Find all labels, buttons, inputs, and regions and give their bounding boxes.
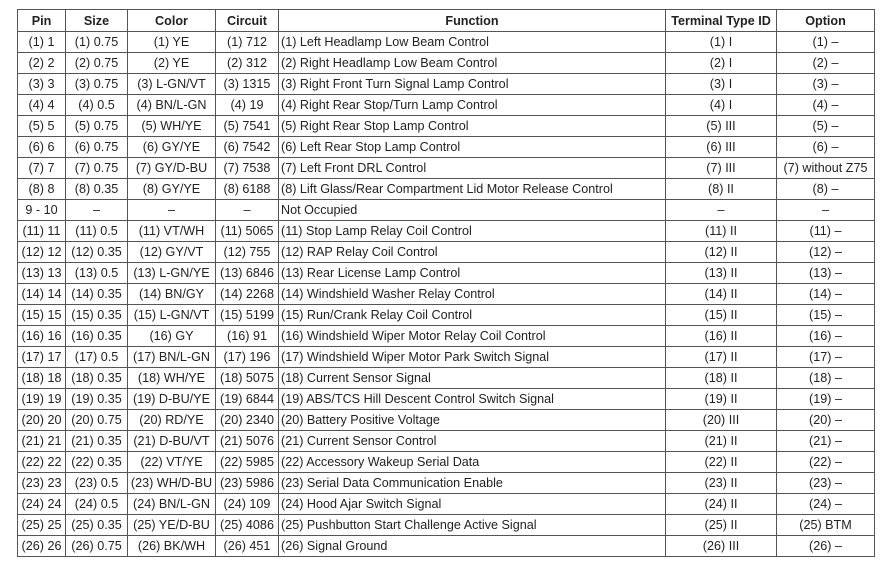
function-cell: (15) Run/Crank Relay Coil Control xyxy=(279,305,666,326)
terminal-type-cell: (21) II xyxy=(666,431,777,452)
circuit-cell: (25) 4086 xyxy=(216,515,279,536)
circuit-cell: (13) 6846 xyxy=(216,263,279,284)
table-body xyxy=(18,32,875,557)
color-cell: (2) YE xyxy=(128,53,216,74)
table-row xyxy=(18,137,875,158)
terminal-type-cell: (7) III xyxy=(666,158,777,179)
function-cell: (13) Rear License Lamp Control xyxy=(279,263,666,284)
color-cell: (3) L-GN/VT xyxy=(128,74,216,95)
function-cell: (7) Left Front DRL Control xyxy=(279,158,666,179)
terminal-type-cell: (20) III xyxy=(666,410,777,431)
option-cell: (8) – xyxy=(777,179,875,200)
pin-cell: (20) 20 xyxy=(18,410,66,431)
pin-cell: (18) 18 xyxy=(18,368,66,389)
pin-cell: (11) 11 xyxy=(18,221,66,242)
terminal-type-cell: (8) II xyxy=(666,179,777,200)
size-cell: (7) 0.75 xyxy=(66,158,128,179)
pin-cell: (25) 25 xyxy=(18,515,66,536)
color-cell: (4) BN/L-GN xyxy=(128,95,216,116)
table-row xyxy=(18,326,875,347)
terminal-type-cell: (5) III xyxy=(666,116,777,137)
option-cell: (25) BTM xyxy=(777,515,875,536)
color-cell: (8) GY/YE xyxy=(128,179,216,200)
option-cell: (11) – xyxy=(777,221,875,242)
size-cell: – xyxy=(66,200,128,221)
size-cell: (16) 0.35 xyxy=(66,326,128,347)
color-cell: (16) GY xyxy=(128,326,216,347)
terminal-type-cell: (18) II xyxy=(666,368,777,389)
function-cell: (12) RAP Relay Coil Control xyxy=(279,242,666,263)
terminal-type-cell: (13) II xyxy=(666,263,777,284)
table-row xyxy=(18,536,875,557)
pin-cell: (21) 21 xyxy=(18,431,66,452)
table-row xyxy=(18,410,875,431)
function-cell: (3) Right Front Turn Signal Lamp Control xyxy=(279,74,666,95)
function-cell: (2) Right Headlamp Low Beam Control xyxy=(279,53,666,74)
circuit-cell: (19) 6844 xyxy=(216,389,279,410)
option-cell: (26) – xyxy=(777,536,875,557)
circuit-cell: (5) 7541 xyxy=(216,116,279,137)
option-cell: (21) – xyxy=(777,431,875,452)
function-cell: Not Occupied xyxy=(279,200,666,221)
size-cell: (23) 0.5 xyxy=(66,473,128,494)
size-cell: (21) 0.35 xyxy=(66,431,128,452)
terminal-type-cell: (24) II xyxy=(666,494,777,515)
option-cell: – xyxy=(777,200,875,221)
terminal-type-cell: (11) II xyxy=(666,221,777,242)
pin-cell: (24) 24 xyxy=(18,494,66,515)
color-cell: (24) BN/L-GN xyxy=(128,494,216,515)
color-cell: (7) GY/D-BU xyxy=(128,158,216,179)
pin-cell: 9 - 10 xyxy=(18,200,66,221)
header-size: Size xyxy=(66,10,128,32)
color-cell: (21) D-BU/VT xyxy=(128,431,216,452)
function-cell: (18) Current Sensor Signal xyxy=(279,368,666,389)
table-row xyxy=(18,74,875,95)
table-row xyxy=(18,116,875,137)
terminal-type-cell: (17) II xyxy=(666,347,777,368)
color-cell: (15) L-GN/VT xyxy=(128,305,216,326)
size-cell: (20) 0.75 xyxy=(66,410,128,431)
circuit-cell: (1) 712 xyxy=(216,32,279,53)
terminal-type-cell: (2) I xyxy=(666,53,777,74)
color-cell: (22) VT/YE xyxy=(128,452,216,473)
size-cell: (22) 0.35 xyxy=(66,452,128,473)
function-cell: (4) Right Rear Stop/Turn Lamp Control xyxy=(279,95,666,116)
option-cell: (6) – xyxy=(777,137,875,158)
pin-cell: (3) 3 xyxy=(18,74,66,95)
table-row xyxy=(18,95,875,116)
table-row xyxy=(18,494,875,515)
option-cell: (24) – xyxy=(777,494,875,515)
color-cell: (25) YE/D-BU xyxy=(128,515,216,536)
color-cell: (26) BK/WH xyxy=(128,536,216,557)
terminal-type-cell: (14) II xyxy=(666,284,777,305)
function-cell: (16) Windshield Wiper Motor Relay Coil Control xyxy=(279,326,666,347)
option-cell: (13) – xyxy=(777,263,875,284)
color-cell: (13) L-GN/YE xyxy=(128,263,216,284)
circuit-cell: (16) 91 xyxy=(216,326,279,347)
circuit-cell: (24) 109 xyxy=(216,494,279,515)
pin-cell: (23) 23 xyxy=(18,473,66,494)
color-cell: (11) VT/WH xyxy=(128,221,216,242)
option-cell: (23) – xyxy=(777,473,875,494)
pin-cell: (13) 13 xyxy=(18,263,66,284)
color-cell: (17) BN/L-GN xyxy=(128,347,216,368)
header-color: Color xyxy=(128,10,216,32)
table-row xyxy=(18,347,875,368)
header-circuit: Circuit xyxy=(216,10,279,32)
table-row xyxy=(18,473,875,494)
option-cell: (20) – xyxy=(777,410,875,431)
function-cell: (23) Serial Data Communication Enable xyxy=(279,473,666,494)
option-cell: (22) – xyxy=(777,452,875,473)
option-cell: (3) – xyxy=(777,74,875,95)
circuit-cell: (17) 196 xyxy=(216,347,279,368)
circuit-cell: (15) 5199 xyxy=(216,305,279,326)
pin-cell: (15) 15 xyxy=(18,305,66,326)
function-cell: (5) Right Rear Stop Lamp Control xyxy=(279,116,666,137)
terminal-type-cell: (15) II xyxy=(666,305,777,326)
terminal-type-cell: (16) II xyxy=(666,326,777,347)
size-cell: (17) 0.5 xyxy=(66,347,128,368)
circuit-cell: (22) 5985 xyxy=(216,452,279,473)
terminal-type-cell: (6) III xyxy=(666,137,777,158)
option-cell: (2) – xyxy=(777,53,875,74)
size-cell: (13) 0.5 xyxy=(66,263,128,284)
header-terminal-type-id: Terminal Type ID xyxy=(666,10,777,32)
pin-cell: (26) 26 xyxy=(18,536,66,557)
color-cell: (5) WH/YE xyxy=(128,116,216,137)
connector-pinout-table-container xyxy=(17,9,875,557)
circuit-cell: – xyxy=(216,200,279,221)
header-function: Function xyxy=(279,10,666,32)
size-cell: (1) 0.75 xyxy=(66,32,128,53)
pin-cell: (5) 5 xyxy=(18,116,66,137)
terminal-type-cell: (19) II xyxy=(666,389,777,410)
terminal-type-cell: (3) I xyxy=(666,74,777,95)
option-cell: (18) – xyxy=(777,368,875,389)
table-row xyxy=(18,431,875,452)
table-row xyxy=(18,53,875,74)
function-cell: (17) Windshield Wiper Motor Park Switch Signal xyxy=(279,347,666,368)
color-cell: (12) GY/VT xyxy=(128,242,216,263)
size-cell: (3) 0.75 xyxy=(66,74,128,95)
circuit-cell: (7) 7538 xyxy=(216,158,279,179)
function-cell: (20) Battery Positive Voltage xyxy=(279,410,666,431)
size-cell: (11) 0.5 xyxy=(66,221,128,242)
circuit-cell: (2) 312 xyxy=(216,53,279,74)
color-cell: (6) GY/YE xyxy=(128,137,216,158)
table-row xyxy=(18,32,875,53)
terminal-type-cell: (12) II xyxy=(666,242,777,263)
table-row xyxy=(18,179,875,200)
function-cell: (11) Stop Lamp Relay Coil Control xyxy=(279,221,666,242)
color-cell: (19) D-BU/YE xyxy=(128,389,216,410)
option-cell: (12) – xyxy=(777,242,875,263)
size-cell: (24) 0.5 xyxy=(66,494,128,515)
color-cell: (18) WH/YE xyxy=(128,368,216,389)
circuit-cell: (11) 5065 xyxy=(216,221,279,242)
table-row xyxy=(18,263,875,284)
terminal-type-cell: (1) I xyxy=(666,32,777,53)
size-cell: (14) 0.35 xyxy=(66,284,128,305)
header-option: Option xyxy=(777,10,875,32)
function-cell: (8) Lift Glass/Rear Compartment Lid Motor Release Control xyxy=(279,179,666,200)
function-cell: (14) Windshield Washer Relay Control xyxy=(279,284,666,305)
circuit-cell: (26) 451 xyxy=(216,536,279,557)
function-cell: (24) Hood Ajar Switch Signal xyxy=(279,494,666,515)
pin-cell: (4) 4 xyxy=(18,95,66,116)
table-row xyxy=(18,452,875,473)
size-cell: (4) 0.5 xyxy=(66,95,128,116)
function-cell: (22) Accessory Wakeup Serial Data xyxy=(279,452,666,473)
pin-cell: (14) 14 xyxy=(18,284,66,305)
header-pin: Pin xyxy=(18,10,66,32)
color-cell: (23) WH/D-BU xyxy=(128,473,216,494)
pin-cell: (1) 1 xyxy=(18,32,66,53)
size-cell: (12) 0.35 xyxy=(66,242,128,263)
table-row xyxy=(18,221,875,242)
option-cell: (1) – xyxy=(777,32,875,53)
pin-cell: (16) 16 xyxy=(18,326,66,347)
pin-cell: (19) 19 xyxy=(18,389,66,410)
terminal-type-cell: (23) II xyxy=(666,473,777,494)
color-cell: (20) RD/YE xyxy=(128,410,216,431)
circuit-cell: (12) 755 xyxy=(216,242,279,263)
table-row xyxy=(18,305,875,326)
option-cell: (16) – xyxy=(777,326,875,347)
function-cell: (19) ABS/TCS Hill Descent Control Switch Signal xyxy=(279,389,666,410)
table-row xyxy=(18,158,875,179)
option-cell: (7) without Z75 xyxy=(777,158,875,179)
terminal-type-cell: (25) II xyxy=(666,515,777,536)
function-cell: (1) Left Headlamp Low Beam Control xyxy=(279,32,666,53)
function-cell: (26) Signal Ground xyxy=(279,536,666,557)
pin-cell: (8) 8 xyxy=(18,179,66,200)
size-cell: (5) 0.75 xyxy=(66,116,128,137)
function-cell: (25) Pushbutton Start Challenge Active Signal xyxy=(279,515,666,536)
circuit-cell: (6) 7542 xyxy=(216,137,279,158)
circuit-cell: (8) 6188 xyxy=(216,179,279,200)
pin-cell: (2) 2 xyxy=(18,53,66,74)
pin-cell: (6) 6 xyxy=(18,137,66,158)
terminal-type-cell: – xyxy=(666,200,777,221)
option-cell: (15) – xyxy=(777,305,875,326)
size-cell: (6) 0.75 xyxy=(66,137,128,158)
circuit-cell: (20) 2340 xyxy=(216,410,279,431)
option-cell: (19) – xyxy=(777,389,875,410)
option-cell: (14) – xyxy=(777,284,875,305)
option-cell: (5) – xyxy=(777,116,875,137)
function-cell: (21) Current Sensor Control xyxy=(279,431,666,452)
circuit-cell: (23) 5986 xyxy=(216,473,279,494)
table-row xyxy=(18,368,875,389)
size-cell: (15) 0.35 xyxy=(66,305,128,326)
size-cell: (18) 0.35 xyxy=(66,368,128,389)
table-row xyxy=(18,284,875,305)
circuit-cell: (18) 5075 xyxy=(216,368,279,389)
option-cell: (4) – xyxy=(777,95,875,116)
option-cell: (17) – xyxy=(777,347,875,368)
table-row xyxy=(18,515,875,536)
table-row xyxy=(18,389,875,410)
size-cell: (8) 0.35 xyxy=(66,179,128,200)
color-cell: – xyxy=(128,200,216,221)
size-cell: (2) 0.75 xyxy=(66,53,128,74)
table-header-row xyxy=(18,10,875,32)
pin-cell: (17) 17 xyxy=(18,347,66,368)
size-cell: (25) 0.35 xyxy=(66,515,128,536)
terminal-type-cell: (4) I xyxy=(666,95,777,116)
pin-cell: (12) 12 xyxy=(18,242,66,263)
size-cell: (19) 0.35 xyxy=(66,389,128,410)
table-row xyxy=(18,242,875,263)
circuit-cell: (4) 19 xyxy=(216,95,279,116)
table-row xyxy=(18,200,875,221)
function-cell: (6) Left Rear Stop Lamp Control xyxy=(279,137,666,158)
size-cell: (26) 0.75 xyxy=(66,536,128,557)
terminal-type-cell: (22) II xyxy=(666,452,777,473)
circuit-cell: (14) 2268 xyxy=(216,284,279,305)
pin-cell: (22) 22 xyxy=(18,452,66,473)
connector-pinout-table xyxy=(17,9,875,557)
circuit-cell: (21) 5076 xyxy=(216,431,279,452)
circuit-cell: (3) 1315 xyxy=(216,74,279,95)
terminal-type-cell: (26) III xyxy=(666,536,777,557)
color-cell: (1) YE xyxy=(128,32,216,53)
color-cell: (14) BN/GY xyxy=(128,284,216,305)
pin-cell: (7) 7 xyxy=(18,158,66,179)
